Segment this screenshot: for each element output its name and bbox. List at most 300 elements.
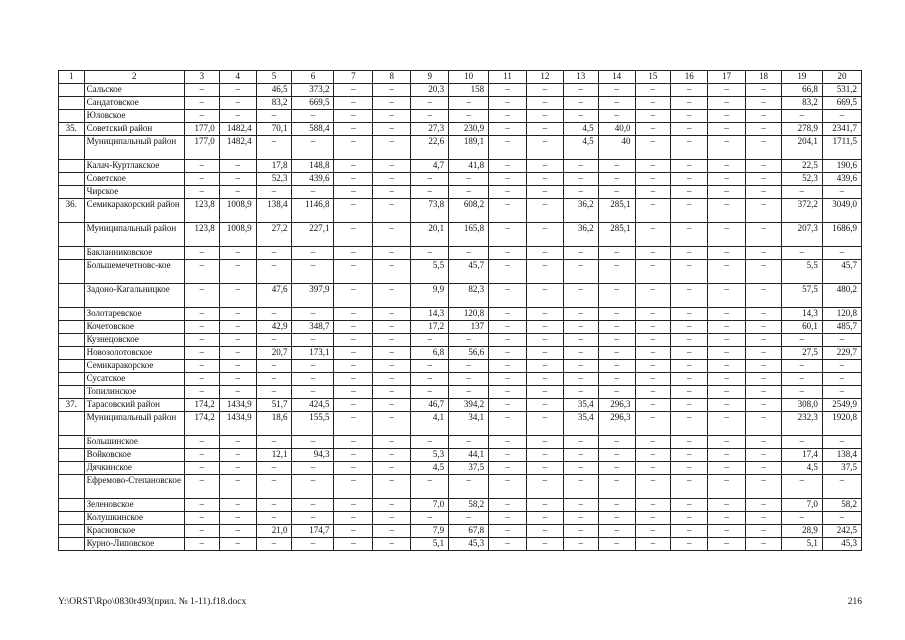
table-cell: – [526,475,563,499]
table-cell: – [373,123,411,136]
table-cell: – [373,525,411,538]
table-cell: – [635,436,671,449]
table-cell: – [598,186,635,199]
table-cell: – [598,110,635,123]
table-cell: – [598,436,635,449]
table-cell: – [411,186,449,199]
table-body [59,71,862,551]
table-cell: 36,2 [563,199,598,223]
table-cell: – [563,475,598,499]
row-number [59,436,85,449]
table-cell: 9,9 [411,284,449,308]
row-number [59,260,85,284]
table-cell: 227,1 [292,223,334,247]
table-cell: – [746,110,782,123]
column-header: 12 [526,71,563,84]
table-cell: – [219,260,256,284]
table-cell: – [526,308,563,321]
row-number [59,475,85,499]
table-cell: – [184,436,219,449]
table-cell: 4,1 [411,412,449,436]
table-cell: 174,2 [184,412,219,436]
table-cell: – [635,186,671,199]
table-cell: – [635,97,671,110]
table-cell: – [526,173,563,186]
table-cell: 1434,9 [219,412,256,436]
table-cell: – [334,123,373,136]
table-cell: – [184,499,219,512]
table-cell: – [373,373,411,386]
table-cell: – [563,160,598,173]
row-name: Дячкинское [84,462,184,475]
table-cell: – [292,462,334,475]
table-cell: – [671,247,708,260]
table-cell: 588,4 [292,123,334,136]
table-cell: – [671,110,708,123]
table-cell: 12,1 [256,449,292,462]
table-cell: – [708,186,746,199]
table-cell: 52,3 [256,173,292,186]
table-cell: – [746,399,782,412]
table-cell: – [373,399,411,412]
table-cell: – [563,308,598,321]
row-name: Задоно-Кагальницкое [84,284,184,308]
table-cell: – [822,512,861,525]
table-cell: – [746,449,782,462]
table-cell: – [526,223,563,247]
table-cell: – [708,386,746,399]
table-cell: – [292,436,334,449]
table-cell: – [746,173,782,186]
table-cell: – [671,475,708,499]
table-cell: – [489,499,527,512]
table-cell: – [708,334,746,347]
table-cell: – [292,334,334,347]
table-cell: – [635,84,671,97]
table-cell: – [292,186,334,199]
table-cell: – [334,97,373,110]
row-number [59,462,85,475]
table-cell: 28,9 [781,525,822,538]
table-cell: 22,5 [781,160,822,173]
table-cell: – [219,538,256,551]
table-cell: – [671,123,708,136]
table-cell: – [598,462,635,475]
row-number [59,347,85,360]
table-cell: – [489,538,527,551]
table-cell: – [671,173,708,186]
table-cell: – [449,110,489,123]
table-cell: – [598,247,635,260]
table-cell: – [219,475,256,499]
table-cell: – [489,525,527,538]
table-cell: – [256,136,292,160]
table-cell: – [708,284,746,308]
table-cell: – [708,223,746,247]
table-cell: 669,5 [292,97,334,110]
table-cell: – [598,373,635,386]
row-name: Колушкинское [84,512,184,525]
row-name: Новозолотовское [84,347,184,360]
table-cell: – [671,186,708,199]
table-cell: – [219,525,256,538]
row-name: Кочетовское [84,321,184,334]
table-row [59,412,862,436]
table-cell: 285,1 [598,223,635,247]
table-cell: – [781,373,822,386]
table-cell: 27,3 [411,123,449,136]
table-cell: – [781,186,822,199]
table-cell: – [635,347,671,360]
table-cell: – [334,499,373,512]
table-cell: – [373,308,411,321]
row-number: 37. [59,399,85,412]
table-cell: 41,8 [449,160,489,173]
table-cell: – [489,284,527,308]
table-cell: – [781,475,822,499]
table-cell: – [671,136,708,160]
row-name: Сандатовское [84,97,184,110]
table-cell: – [449,334,489,347]
row-number [59,525,85,538]
table-cell: – [526,123,563,136]
table-cell: 5,1 [411,538,449,551]
row-number [59,373,85,386]
table-cell: 439,6 [822,173,861,186]
row-name: Кузнецовское [84,334,184,347]
table-cell: 58,2 [822,499,861,512]
table-cell: – [635,334,671,347]
table-cell: – [489,360,527,373]
table-row [59,399,862,412]
table-cell: 242,5 [822,525,861,538]
table-cell: – [708,199,746,223]
table-cell: – [598,347,635,360]
table-cell: – [563,499,598,512]
table-cell: – [334,308,373,321]
table-cell: – [635,199,671,223]
row-number [59,223,85,247]
footer-file-path: Y:\ORST\Rpo\0830r493(прил. № 1-11).f18.docx [58,597,247,607]
table-cell: – [526,260,563,284]
table-cell: 4,5 [563,123,598,136]
table-cell: – [708,347,746,360]
table-cell: – [526,412,563,436]
table-cell: – [598,525,635,538]
table-cell: – [781,436,822,449]
table-cell: – [635,399,671,412]
table-cell: 138,4 [822,449,861,462]
table-cell: – [489,449,527,462]
table-cell: – [526,84,563,97]
table-cell: – [708,499,746,512]
table-cell: – [746,373,782,386]
table-cell: 51,7 [256,399,292,412]
table-cell: – [671,462,708,475]
table-cell: – [489,160,527,173]
table-row [59,334,862,347]
table-cell: 123,8 [184,199,219,223]
table-cell: – [184,512,219,525]
table-cell: – [708,123,746,136]
table-cell: 308,0 [781,399,822,412]
table-cell: – [219,97,256,110]
table-cell: – [334,260,373,284]
table-cell: – [746,347,782,360]
table-cell: – [373,512,411,525]
table-cell: – [598,173,635,186]
table-cell: 424,5 [292,399,334,412]
table-row [59,499,862,512]
header-row [59,71,862,84]
table-row [59,373,862,386]
table-row [59,321,862,334]
table-cell: – [373,436,411,449]
table-cell: – [219,334,256,347]
table-cell: 94,3 [292,449,334,462]
table-cell: – [708,260,746,284]
table-cell: – [489,462,527,475]
row-name: Семикаракорское [84,360,184,373]
row-number [59,512,85,525]
row-number [59,247,85,260]
table-cell: – [563,360,598,373]
column-header: 9 [411,71,449,84]
table-cell: 174,7 [292,525,334,538]
table-cell: 4,7 [411,160,449,173]
row-number [59,321,85,334]
row-name: Войковское [84,449,184,462]
table-cell: – [373,360,411,373]
table-cell: – [334,110,373,123]
table-cell: – [526,186,563,199]
table-cell: – [256,247,292,260]
table-cell: – [373,347,411,360]
table-cell: – [489,110,527,123]
column-header: 3 [184,71,219,84]
table-cell: 230,9 [449,123,489,136]
table-cell: 123,8 [184,223,219,247]
table-cell: – [334,538,373,551]
table-cell: – [526,199,563,223]
table-cell: – [489,334,527,347]
table-cell: – [184,462,219,475]
table-cell: – [563,321,598,334]
table-cell: – [708,462,746,475]
table-cell: – [489,347,527,360]
table-cell: – [489,123,527,136]
table-cell: – [635,321,671,334]
table-cell: – [256,110,292,123]
table-cell: 165,8 [449,223,489,247]
table-cell: – [184,247,219,260]
table-cell: – [219,173,256,186]
table-cell: 52,3 [781,173,822,186]
table-cell: – [781,386,822,399]
table-cell: – [598,499,635,512]
column-header: 6 [292,71,334,84]
column-header: 13 [563,71,598,84]
table-cell: – [411,173,449,186]
table-cell: – [671,260,708,284]
table-cell: – [635,136,671,160]
table-cell: 158 [449,84,489,97]
table-cell: 2341,7 [822,123,861,136]
table-cell: – [781,360,822,373]
table-cell: – [526,360,563,373]
table-cell: – [671,284,708,308]
table-cell: – [184,97,219,110]
table-cell: 1008,9 [219,223,256,247]
data-table [58,70,862,551]
table-cell: – [598,260,635,284]
table-cell: – [411,334,449,347]
table-cell: – [411,512,449,525]
table-cell: – [256,538,292,551]
row-name: Бакланниковское [84,247,184,260]
table-cell: 73,8 [411,199,449,223]
table-cell: – [635,475,671,499]
table-cell: 531,2 [822,84,861,97]
table-cell: 46,7 [411,399,449,412]
table-cell: 148,8 [292,160,334,173]
table-cell: – [746,284,782,308]
table-cell: – [373,173,411,186]
table-cell: – [526,110,563,123]
table-cell: – [449,386,489,399]
table-cell: – [635,360,671,373]
row-number [59,110,85,123]
table-cell: – [334,160,373,173]
table-cell: – [708,475,746,499]
table-cell: – [671,223,708,247]
row-number [59,386,85,399]
table-cell: – [635,110,671,123]
table-cell: – [489,173,527,186]
table-cell: – [635,173,671,186]
table-cell: – [292,110,334,123]
table-cell: – [489,436,527,449]
table-cell: – [746,247,782,260]
table-cell: – [746,84,782,97]
table-cell: – [256,260,292,284]
table-cell: – [373,449,411,462]
table-cell: – [598,386,635,399]
table-cell: 17,4 [781,449,822,462]
table-cell: 1008,9 [219,199,256,223]
table-cell: – [489,399,527,412]
column-header: 11 [489,71,527,84]
table-cell: – [708,512,746,525]
table-cell: – [411,436,449,449]
table-cell: 7,9 [411,525,449,538]
table-cell: – [373,199,411,223]
table-cell: – [563,84,598,97]
table-cell: – [256,360,292,373]
table-cell: – [526,538,563,551]
table-cell: – [373,110,411,123]
table-cell: – [219,308,256,321]
table-cell: – [256,373,292,386]
table-cell: – [635,538,671,551]
row-name: Семикаракорский район [84,199,184,223]
table-cell: – [671,436,708,449]
table-cell: – [822,436,861,449]
table-cell: – [746,97,782,110]
table-cell: 66,8 [781,84,822,97]
table-cell: – [184,538,219,551]
row-number [59,173,85,186]
table-cell: – [746,199,782,223]
table-cell: – [671,160,708,173]
table-cell: – [708,436,746,449]
table-cell: 1711,5 [822,136,861,160]
table-cell: – [219,436,256,449]
table-cell: – [334,223,373,247]
table-cell: 44,1 [449,449,489,462]
table-cell: – [489,97,527,110]
table-cell: – [184,321,219,334]
table-cell: – [822,386,861,399]
table-cell: – [373,247,411,260]
table-cell: – [635,412,671,436]
table-cell: – [671,386,708,399]
table-cell: – [184,386,219,399]
table-cell: – [411,360,449,373]
table-cell: 397,9 [292,284,334,308]
table-cell: – [598,334,635,347]
table-cell: – [184,347,219,360]
table-cell: 7,0 [411,499,449,512]
row-name: Топилинское [84,386,184,399]
table-cell: – [373,97,411,110]
column-header: 14 [598,71,635,84]
row-name: Красновское [84,525,184,538]
table-cell: – [671,321,708,334]
table-cell: 485,7 [822,321,861,334]
table-cell: 7,0 [781,499,822,512]
table-cell: – [563,247,598,260]
table-row [59,308,862,321]
table-row [59,347,862,360]
table-cell: – [449,373,489,386]
table-cell: – [671,360,708,373]
table-cell: – [526,136,563,160]
table-cell: – [256,186,292,199]
table-cell: – [526,525,563,538]
table-cell: – [526,97,563,110]
table-cell: – [526,462,563,475]
table-cell: – [671,97,708,110]
row-name: Большемечетновс-кое [84,260,184,284]
table-row [59,110,862,123]
table-cell: – [526,436,563,449]
column-header: 8 [373,71,411,84]
table-cell: – [334,373,373,386]
table-row [59,512,862,525]
table-cell: – [746,538,782,551]
table-cell: 173,1 [292,347,334,360]
table-cell: 20,3 [411,84,449,97]
column-header: 16 [671,71,708,84]
table-cell: 204,1 [781,136,822,160]
table-cell: – [373,186,411,199]
table-cell: – [373,160,411,173]
table-cell: – [373,412,411,436]
table-cell: – [598,284,635,308]
table-cell: – [526,386,563,399]
table-cell: – [563,260,598,284]
